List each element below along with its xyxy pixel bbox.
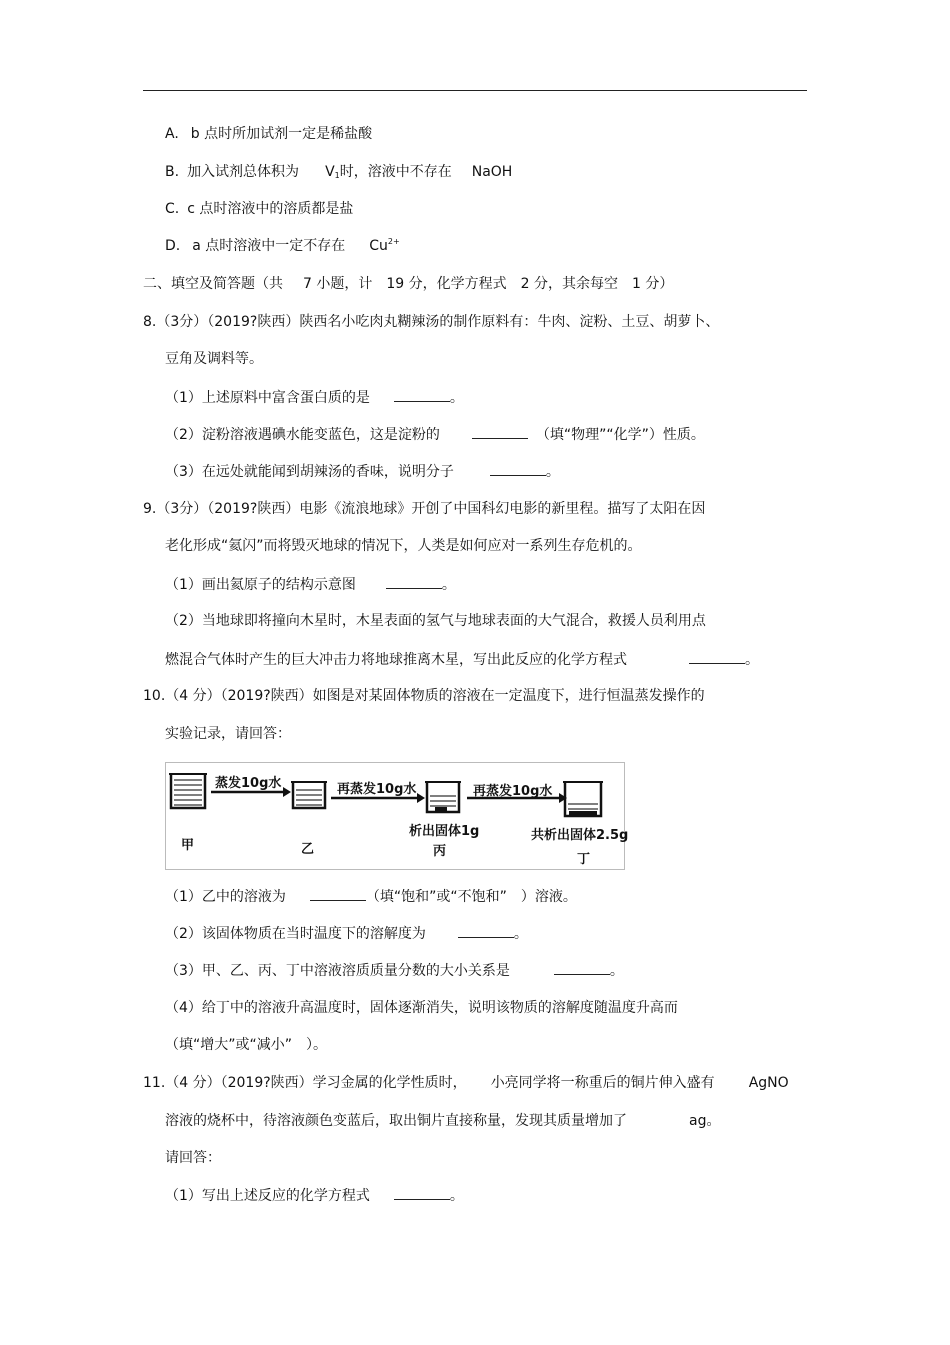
option-letter: A. [165, 126, 179, 142]
question-text: 溶液的烧杯中，待溶液颜色变蓝后，取出铜片直接称量，发现其质量增加了 [165, 1113, 627, 1129]
q8-stem: 8.（3分）（2019?陕西）陕西名小吃肉丸糊辣汤的制作原料有：牛肉、淀粉、土豆、胡萝卜、 [143, 314, 720, 330]
question-text: （1）画出氦原子的结构示意图 [165, 577, 356, 593]
option-text: c 点时溶液中的溶质都是盐 [187, 201, 354, 217]
q10-part4: （4）给丁中的溶液升高温度时，固体逐渐消失，说明该物质的溶解度随温度升高而 [165, 1000, 678, 1016]
question-text: （2）淀粉溶液遇碘水能变蓝色，这是淀粉的 [165, 427, 440, 443]
punctuation: 。 [609, 963, 624, 979]
option-letter: C. [165, 201, 180, 217]
question-text: （填“物理”“化学”）性质。 [535, 427, 705, 443]
q10-stem: 10.（4 分）（2019?陕西）如图是对某固体物质的溶液在一定温度下，进行恒温蒸发操作的 [143, 688, 705, 704]
q9-stem-cont: 老化形成“氦闪”而将毁灭地球的情况下，人类是如何应对一系列生存危机的。 [165, 538, 642, 554]
option-b [165, 162, 512, 182]
ion-symbol: Cu [369, 238, 388, 254]
q9-part2: （2）当地球即将撞向木星时，木星表面的氢气与地球表面的大气混合，救援人员利用点 [165, 613, 706, 629]
label-ding: 丁 [577, 852, 591, 867]
q10-part4-cont: （填“增大”或“减小” ）。 [165, 1037, 328, 1053]
question-text: （3）甲、乙、丙、丁中溶液溶质质量分数的大小关系是 [165, 963, 510, 979]
question-text: 小亮同学将一称重后的铜片伸入盛有 [490, 1075, 715, 1091]
q11-stem-cont [165, 1111, 720, 1131]
question-text: 燃混合气体时产生的巨大冲击力将地球推离木星，写出此反应的化学方程式 [165, 652, 627, 668]
q9-stem: 9.（3分）（2019?陕西）电影《流浪地球》开创了中国科幻电影的新里程。描写了太阳在因 [143, 501, 706, 517]
heading-part: 19 分，化学方程式 [386, 276, 507, 292]
answer-blank[interactable] [310, 886, 366, 901]
answer-blank[interactable] [490, 461, 546, 476]
q11-part1 [165, 1185, 464, 1206]
option-text: a 点时溶液中一定不存在 [192, 238, 346, 254]
option-d [165, 236, 400, 256]
step2-label: 再蒸发10g水 [337, 782, 417, 797]
question-text: （填“饱和”或“不饱和” ）溶液。 [365, 889, 577, 905]
formula-naoh: NaOH [471, 164, 513, 180]
option-text: 加入试剂总体积为 [187, 164, 300, 180]
q8-part2 [165, 424, 705, 445]
punctuation: 。 [441, 577, 456, 593]
question-text: （2）该固体物质在当时温度下的溶解度为 [165, 926, 426, 942]
answer-blank[interactable] [689, 649, 745, 664]
punctuation: 。 [449, 390, 464, 406]
answer-blank[interactable] [554, 960, 610, 975]
ding-note: 共析出固体2.5g [531, 828, 629, 843]
q10-part2 [165, 923, 528, 944]
option-c [165, 199, 353, 219]
label-jia: 甲 [181, 838, 195, 853]
answer-blank[interactable] [394, 387, 450, 402]
ion-charge: 2+ [387, 237, 400, 246]
q9-part2-cont [165, 649, 759, 670]
heading-part: 7 小题，计 [303, 276, 373, 292]
step1-label: 蒸发10g水 [215, 776, 282, 791]
heading-part: 二、填空及简答题（共 [143, 276, 283, 292]
question-text: ag。 [689, 1113, 721, 1129]
question-text: （1）写出上述反应的化学方程式 [165, 1188, 370, 1204]
punctuation: 。 [513, 926, 528, 942]
q11-prompt: 请回答： [165, 1150, 221, 1166]
heading-part: 2 分，其余每空 [520, 276, 618, 292]
evaporation-figure [165, 762, 629, 870]
q8-part1 [165, 387, 464, 408]
answer-blank[interactable] [472, 424, 528, 439]
heading-part: 1 分） [631, 276, 674, 292]
q10-part1 [165, 886, 577, 907]
label-yi: 乙 [301, 842, 315, 857]
option-text: b 点时所加试剂一定是稀盐酸 [190, 126, 373, 142]
option-letter: D. [165, 238, 181, 254]
section-heading [143, 274, 673, 294]
volume-symbol: V [325, 164, 335, 180]
answer-blank[interactable] [458, 923, 514, 938]
q11-stem [143, 1073, 789, 1093]
question-text: 11.（4 分）（2019?陕西）学习金属的化学性质时， [143, 1075, 467, 1091]
label-bing: 丙 [433, 844, 447, 859]
q10-stem-cont: 实验记录，请回答： [165, 726, 291, 742]
q9-part1 [165, 574, 456, 595]
question-text: （1）乙中的溶液为 [165, 889, 286, 905]
punctuation: 。 [449, 1188, 464, 1204]
punctuation: 。 [545, 464, 560, 480]
q8-stem-cont: 豆角及调料等。 [165, 351, 263, 367]
option-a [165, 124, 372, 144]
option-text: 时，溶液中不存在 [339, 164, 452, 180]
q8-part3 [165, 461, 560, 482]
question-text: （1）上述原料中富含蛋白质的是 [165, 390, 370, 406]
punctuation: 。 [745, 652, 759, 668]
bing-note: 析出固体1g [409, 824, 480, 839]
answer-blank[interactable] [394, 1185, 450, 1200]
header-rule [143, 90, 807, 91]
option-letter: B. [165, 164, 180, 180]
step3-label: 再蒸发10g水 [473, 784, 553, 799]
question-text: （3）在远处就能闻到胡辣汤的香味，说明分子 [165, 464, 454, 480]
q10-part3 [165, 960, 624, 981]
volume-subscript: 1 [334, 171, 340, 180]
formula-agno3: AgNO [748, 1075, 789, 1091]
answer-blank[interactable] [386, 574, 442, 589]
